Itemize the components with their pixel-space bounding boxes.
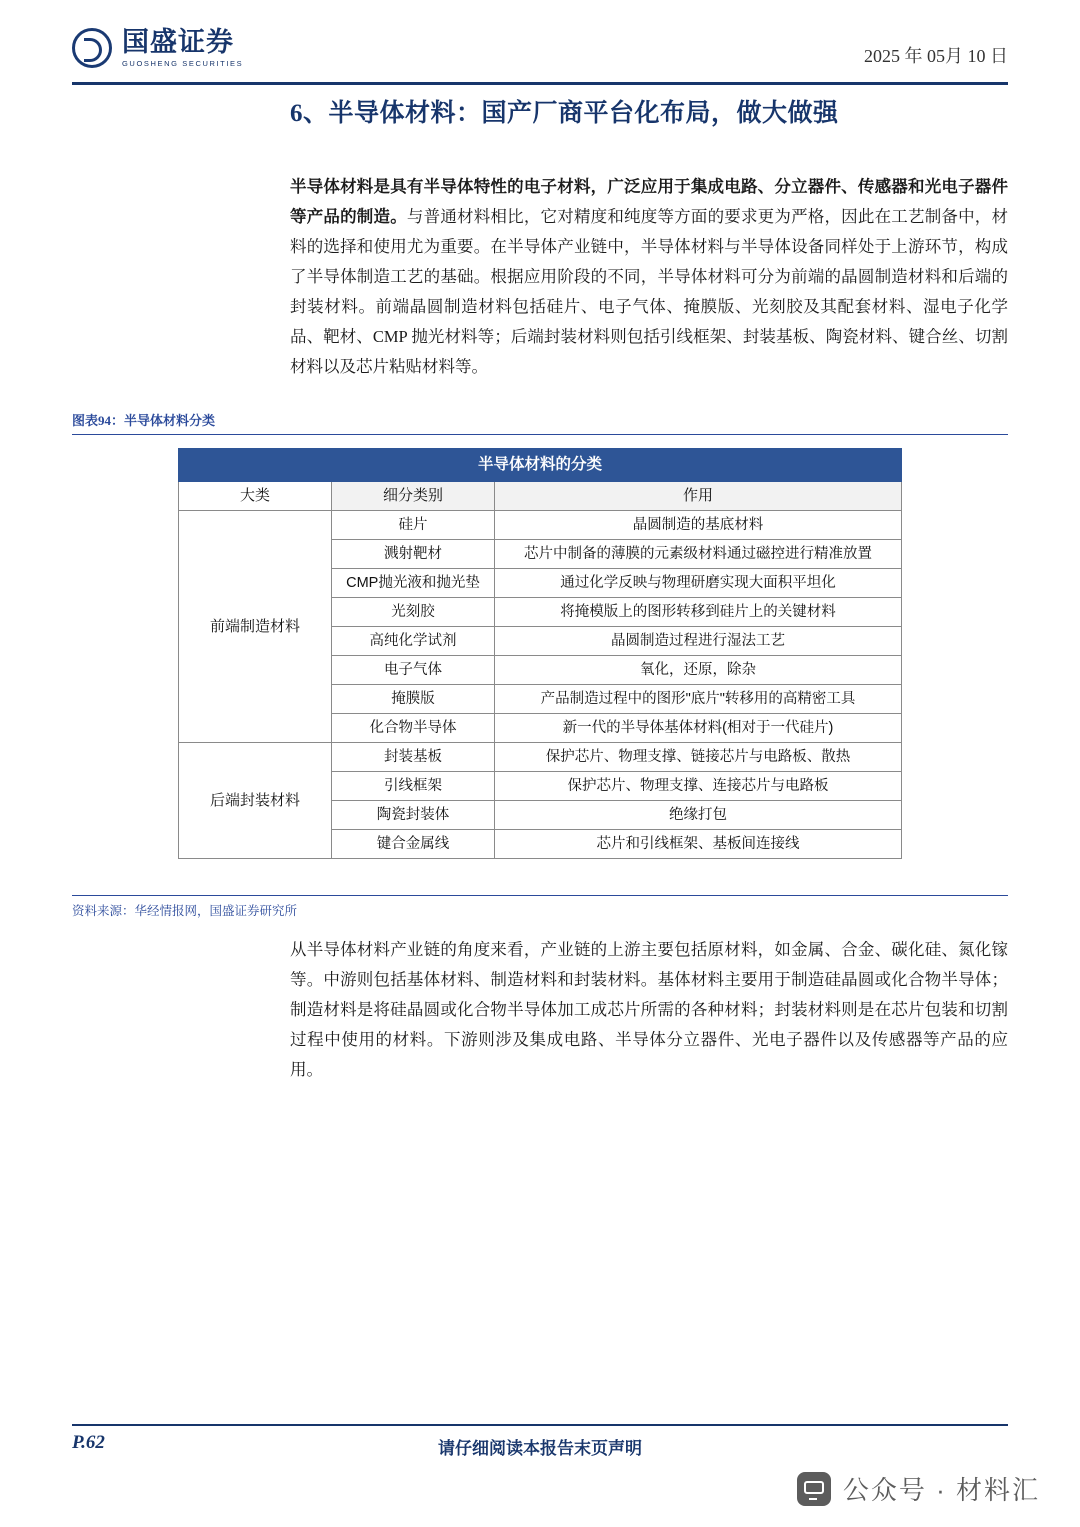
semiconductor-materials-table (178, 448, 902, 859)
industry-chain-paragraph: 从半导体材料产业链的角度来看，产业链的上游主要包括原材料，如金属、合金、碳化硅、氮化镓等。中游则包括基体材料、制造材料和封装材料。基体材料主要用于制造硅晶圆或化合物半导体；制造材料是将硅晶圆或化合物半导体加工成芯片所需的各种材料；封装材料则是在芯片包装和切割过程中使用的材料。下游则涉及集成电路、半导体分立器件、光电子器件以及传感器等产品的应用。 (290, 940, 1008, 1079)
subcategory-cell: 掩膜版 (332, 685, 495, 714)
subcategory-cell: 硅片 (332, 511, 495, 540)
logo-text (122, 26, 244, 68)
report-date: 2025 年 05月 10 日 (864, 46, 1008, 66)
column-header-category: 大类 (179, 482, 332, 511)
column-header-subcategory: 细分类别 (332, 482, 495, 511)
subcategory-cell: 电子气体 (332, 656, 495, 685)
logo-mark-icon (72, 28, 112, 68)
header-divider (72, 82, 1008, 85)
function-cell: 芯片中制备的薄膜的元素级材料通过磁控进行精准放置 (495, 540, 902, 569)
function-cell: 氧化，还原，除杂 (495, 656, 902, 685)
table-title-row (179, 449, 902, 482)
subcategory-cell: 高纯化学试剂 (332, 627, 495, 656)
subcategory-cell: 陶瓷封装体 (332, 801, 495, 830)
subcategory-cell: 光刻胶 (332, 598, 495, 627)
footer-divider (72, 1424, 1008, 1426)
table-row (179, 743, 902, 772)
brand-logo (72, 28, 243, 68)
subcategory-cell: 键合金属线 (332, 830, 495, 859)
page-header (72, 28, 1008, 86)
figure-caption: 图表94：半导体材料分类 (72, 410, 1008, 435)
intro-paragraph (290, 172, 1008, 382)
logo-chinese-name: 国盛证券 (122, 26, 234, 57)
subcategory-cell: 化合物半导体 (332, 714, 495, 743)
wechat-icon (797, 1472, 831, 1506)
figure-table (178, 448, 902, 859)
table-row (179, 511, 902, 540)
function-cell: 新一代的半导体基体材料(相对于一代硅片) (495, 714, 902, 743)
watermark (797, 1470, 1040, 1507)
group-label-frontend: 前端制造材料 (179, 511, 332, 743)
function-cell: 产品制造过程中的图形"底片"转移用的高精密工具 (495, 685, 902, 714)
section-title: 6、半导体材料：国产厂商平台化布局，做大做强 (290, 100, 839, 127)
subcategory-cell: CMP抛光液和抛光垫 (332, 569, 495, 598)
group-label-backend: 后端封装材料 (179, 743, 332, 859)
logo-english-name: GUOSHENG SECURITIES (122, 58, 244, 68)
subcategory-cell: 溅射靶材 (332, 540, 495, 569)
table-header-row (179, 482, 902, 511)
function-cell: 通过化学反映与物理研磨实现大面积平坦化 (495, 569, 902, 598)
subcategory-cell: 封装基板 (332, 743, 495, 772)
column-header-function: 作用 (495, 482, 902, 511)
function-cell: 保护芯片、物理支撑、链接芯片与电路板、散热 (495, 743, 902, 772)
function-cell: 晶圆制造过程进行湿法工艺 (495, 627, 902, 656)
function-cell: 绝缘打包 (495, 801, 902, 830)
watermark-label: 公众号 · 材料汇 (842, 1475, 1040, 1505)
page-number: P.62 (72, 1432, 105, 1453)
function-cell: 将掩模版上的图形转移到硅片上的关键材料 (495, 598, 902, 627)
function-cell: 晶圆制造的基底材料 (495, 511, 902, 540)
function-cell: 保护芯片、物理支撑、连接芯片与电路板 (495, 772, 902, 801)
intro-paragraph-body: 与普通材料相比，它对精度和纯度等方面的要求更为严格，因此在工艺制备中，材料的选择和使用尤为重要。在半导体产业链中，半导体材料与半导体设备同样处于上游环节，构成了半导体制造工艺的基础。根据应用阶段的不同，半导体材料可分为前端的晶圆制造材料和后端的封装材料。前端晶圆制造材料包括硅片、电子气体、掩膜版、光刻胶及其配套材料、湿电子化学品、靶材、CMP 抛光材料等；后端封装材料则包括引线框架、封装基板、陶瓷材料、键合丝、切割材料以及芯片粘贴材料等。 (290, 207, 1009, 376)
footer-disclaimer: 请仔细阅读本报告末页声明 (438, 1439, 642, 1458)
function-cell: 芯片和引线框架、基板间连接线 (495, 830, 902, 859)
table-title: 半导体材料的分类 (179, 449, 902, 482)
subcategory-cell: 引线框架 (332, 772, 495, 801)
figure-source: 资料来源：华经情报网，国盛证券研究所 (72, 895, 1008, 919)
intro-paragraph-lead: 半导体材料是具有半导体特性的电子材料，广泛应用于集成电路、分立器件、传感器和光电子器件等产品的制造。 (290, 177, 1008, 226)
